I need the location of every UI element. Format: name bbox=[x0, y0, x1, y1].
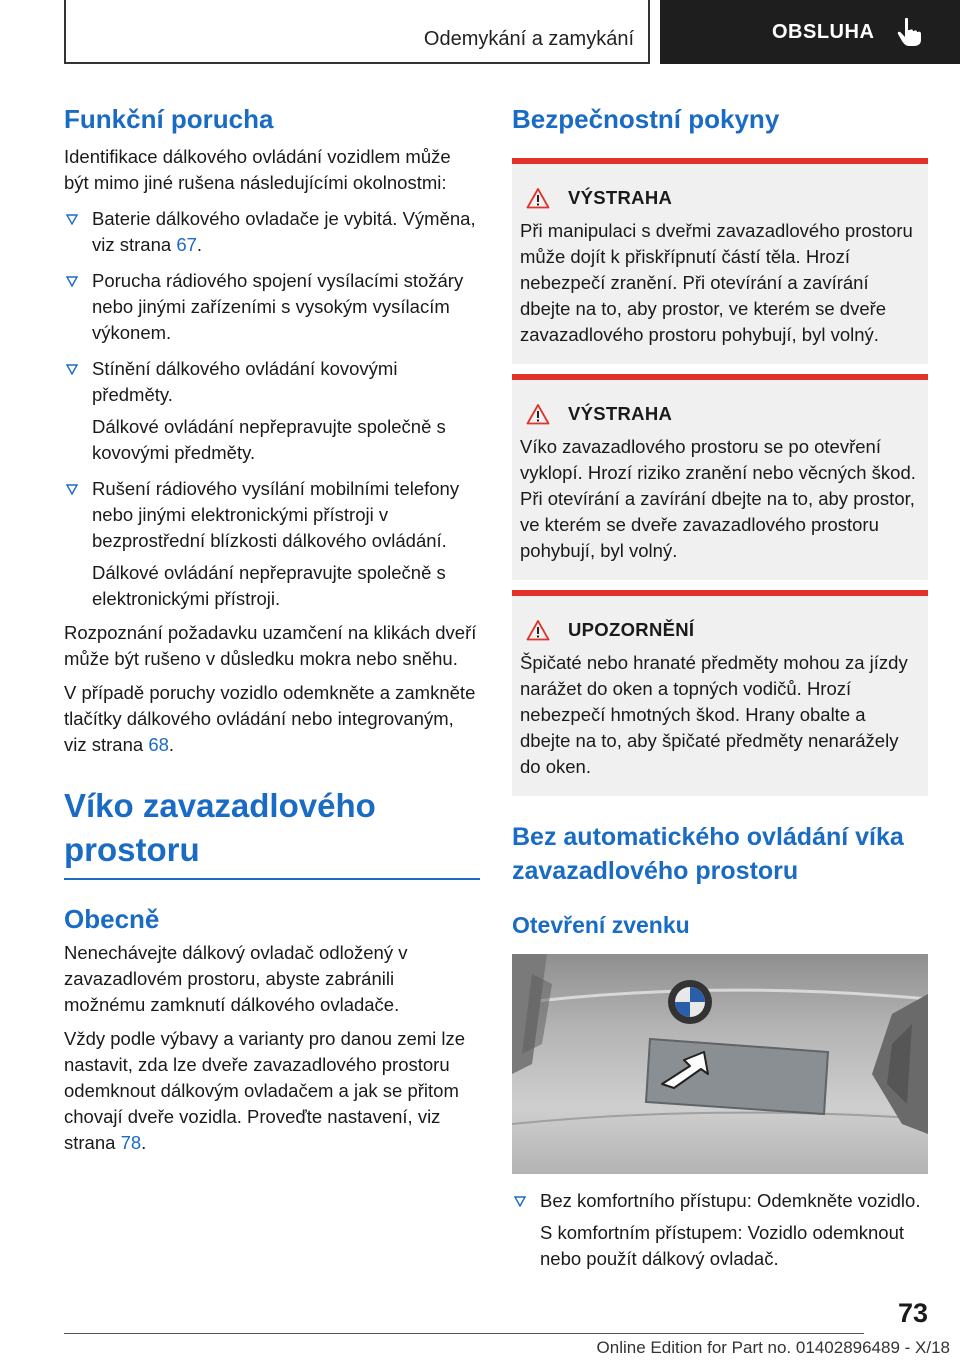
recognition-paragraph: Rozpoznání požadavku uzamčení na klikách dveří může být rušeno v důsledku mokra nebo sněhu. bbox=[64, 622, 477, 669]
fault-heading: Funkční porucha bbox=[64, 104, 274, 134]
warning-box bbox=[512, 374, 928, 580]
page-link-68[interactable]: 68 bbox=[148, 734, 169, 755]
page-number: 73 bbox=[897, 1298, 928, 1328]
warning-label: VÝSTRAHA bbox=[568, 187, 673, 208]
list-item-note: S komfortním přístupem: Vozidlo odemknout nebo použít dálkový ovladač. bbox=[540, 1222, 905, 1269]
warning-text: Víko zavazadlového prostoru se po otevření vyklopí. Hrozí riziko zranění nebo věcných škod. Při otevírání a zavírání dbejte na to, aby prostor, ve kterém se dveře zavazadlového prostoru pohybují, byl volný. bbox=[520, 436, 916, 561]
bullet-triangle-icon bbox=[66, 214, 78, 225]
left-column bbox=[64, 100, 480, 1156]
list-item: Baterie dálkového ovladače je vybitá. Výměna, viz strana 67. bbox=[64, 206, 480, 258]
notice-box bbox=[512, 590, 928, 796]
bullet-triangle-icon bbox=[66, 484, 78, 495]
trunk-photo-graphic bbox=[512, 954, 928, 1174]
chapter-tab[interactable] bbox=[660, 0, 960, 64]
list-item: Stínění dálkového ovládání kovovými předměty. bbox=[64, 356, 480, 408]
list-item-note: Dálkové ovládání nepřepravujte společně s kovovými předměty. bbox=[92, 416, 446, 463]
page-link-78[interactable]: 78 bbox=[120, 1132, 142, 1153]
warning-triangle-icon bbox=[526, 619, 550, 641]
trunk-illustration bbox=[512, 954, 928, 1174]
list-item-note: Dálkové ovládání nepřepravujte společně s elektronickými přístroji. bbox=[92, 562, 446, 609]
right-column bbox=[512, 100, 928, 1272]
header-frame bbox=[64, 0, 650, 64]
open-outside-heading: Otevření zvenku bbox=[512, 912, 690, 938]
safety-heading: Bezpečnostní pokyny bbox=[512, 104, 780, 134]
no-auto-heading: Bez automatického ovládání víka zavazadlového prostoru bbox=[512, 823, 904, 885]
section-title: Odemykání a zamykání bbox=[423, 28, 634, 50]
footer-rule bbox=[64, 1333, 864, 1334]
bullet-triangle-icon bbox=[66, 276, 78, 287]
bullet-triangle-icon bbox=[514, 1196, 526, 1207]
notice-text: Špičaté nebo hranaté předměty mohou za jízdy narážet do oken a topných vodičů. Hrozí nebezpečí hmotných škod. Hrany obalte a dbejte na to, aby špičaté předměty nenarážely do oken. bbox=[520, 652, 908, 777]
general-paragraph-1: Nenechávejte dálkový ovladač odložený v zavazadlovém prostoru, abyste zabránili možnému zamknutí dálkového ovladače. bbox=[64, 942, 408, 1015]
warning-triangle-icon bbox=[526, 187, 550, 209]
hand-pointer-icon bbox=[896, 17, 922, 47]
warning-box bbox=[512, 158, 928, 364]
page-link-67[interactable]: 67 bbox=[176, 234, 197, 255]
heading-rule bbox=[64, 878, 480, 880]
chapter-tab-label: OBSLUHA bbox=[772, 20, 875, 43]
fault-intro: Identifikace dálkového ovládání vozidlem může být mimo jiné rušena následujícími okolnostmi: bbox=[64, 146, 451, 193]
list-item: Bez komfortního přístupu: Odemkněte vozidlo. bbox=[512, 1188, 928, 1214]
general-heading: Obecně bbox=[64, 904, 160, 934]
list-item: Rušení rádiového vysílání mobilními telefony nebo jinými elektronickými přístroji v bezprostřední blízkosti dálkového ovládání. bbox=[64, 476, 480, 554]
general-paragraph-2: Vždy podle výbavy a varianty pro danou zemi lze nastavit, zda lze dveře zavazadlového prostoru odemknout dálkovým ovladačem a jak se přitom chovají dveře vozidla. Proveďte nastavení, viz strana 78. bbox=[64, 1028, 466, 1153]
bullet-triangle-icon bbox=[66, 364, 78, 375]
fault-paragraph: V případě poruchy vozidlo odemkněte a zamkněte tlačítky dálkového ovládání nebo integrovaným, viz strana 68. bbox=[64, 682, 476, 755]
warning-triangle-icon bbox=[526, 403, 550, 425]
warning-text: Při manipulaci s dveřmi zavazadlového prostoru může dojít k přiskřípnutí částí těla. Hrozí nebezpečí zranění. Při otevírání a zavírání dbejte na to, aby prostor, ve kterém se dveře zavazadlového prostoru pohybují, byl volný. bbox=[520, 220, 913, 345]
edition-footer: Online Edition for Part no. 01402896489 - X/18 bbox=[596, 1338, 950, 1357]
warning-label: VÝSTRAHA bbox=[568, 403, 673, 424]
list-item: Porucha rádiového spojení vysílacími stožáry nebo jinými zařízeními s vysokým vysílacím výkonem. bbox=[64, 268, 480, 346]
notice-label: UPOZORNĚNÍ bbox=[568, 619, 695, 640]
trunk-heading: Víko zavazadlového prostoru bbox=[64, 787, 376, 868]
